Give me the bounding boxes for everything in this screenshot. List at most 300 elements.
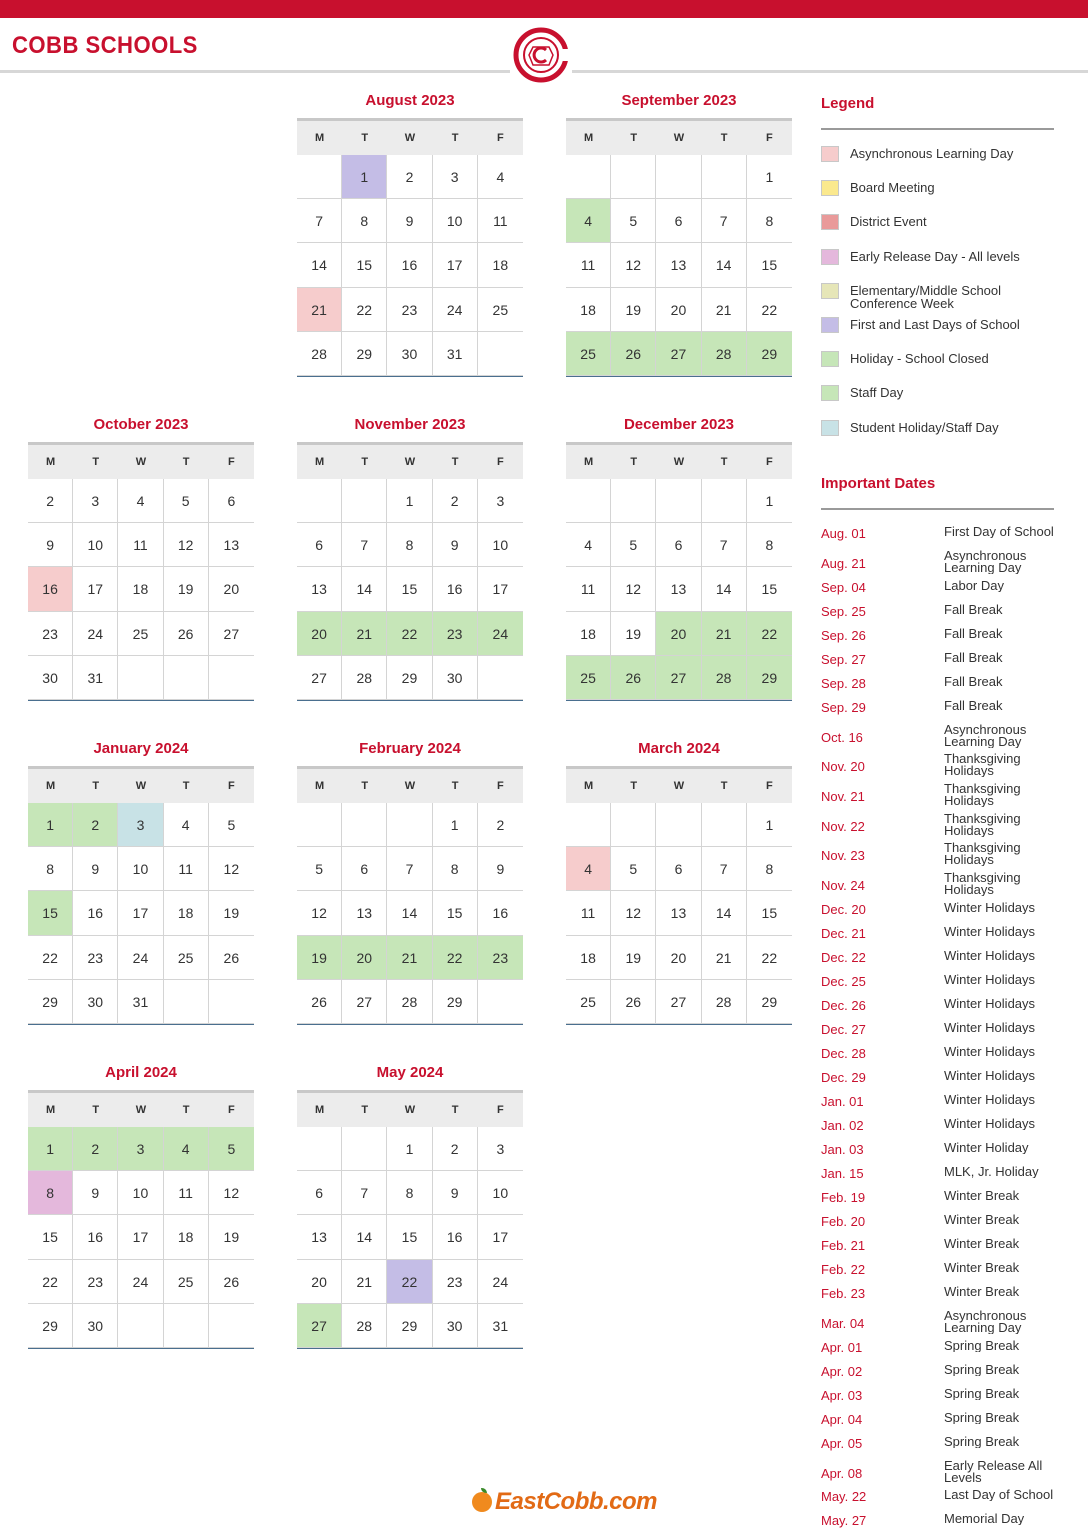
weekday-label: T — [720, 456, 728, 468]
month-calendar — [566, 740, 792, 1025]
day-cell: 21 — [342, 612, 387, 656]
important-date-event: Winter Break — [944, 1187, 1020, 1202]
day-cell: 30 — [73, 980, 118, 1024]
day-cell: 24 — [73, 612, 118, 656]
legend-panel — [821, 94, 1061, 448]
important-date-row — [821, 544, 1061, 574]
day-cell: 1 — [747, 479, 792, 523]
empty-day-cell — [118, 656, 163, 700]
day-cell: 25 — [164, 1260, 209, 1304]
important-date: Jan. 15 — [821, 1165, 864, 1181]
day-grid — [297, 803, 523, 1024]
weekday-label: W — [404, 1104, 416, 1116]
day-cell: 16 — [28, 567, 73, 611]
day-cell: 11 — [164, 1171, 209, 1215]
day-cell: 7 — [342, 523, 387, 567]
day-cell: 20 — [297, 1260, 342, 1304]
important-date-row — [821, 1304, 1061, 1334]
important-date: Jan. 01 — [821, 1093, 864, 1109]
weekday-label: M — [46, 780, 56, 792]
legend-item — [821, 345, 1061, 379]
day-cell: 21 — [702, 612, 747, 656]
day-cell: 18 — [566, 288, 611, 332]
month-title: April 2024 — [105, 1064, 177, 1081]
day-cell: 10 — [118, 1171, 163, 1215]
important-date-row — [821, 992, 1061, 1016]
weekday-label: F — [765, 780, 773, 792]
day-cell: 22 — [387, 612, 432, 656]
day-cell: 6 — [297, 1171, 342, 1215]
day-cell: 24 — [433, 288, 478, 332]
important-date-row — [821, 622, 1061, 646]
day-cell: 2 — [478, 803, 523, 847]
day-cell: 13 — [656, 567, 701, 611]
legend-item — [821, 243, 1061, 277]
legend-label: Asynchronous Learning Day — [850, 146, 1014, 161]
top-red-bar — [0, 0, 1088, 18]
day-cell: 14 — [342, 567, 387, 611]
important-date-row — [821, 574, 1061, 598]
day-cell: 16 — [73, 1215, 118, 1259]
important-date-event: Winter Holidays — [944, 923, 1036, 938]
important-date-row — [821, 807, 1061, 837]
important-date: Nov. 22 — [821, 818, 865, 834]
weekday-label: W — [404, 132, 416, 144]
day-cell: 3 — [118, 1127, 163, 1171]
important-date: Feb. 19 — [821, 1189, 866, 1205]
important-date-event: Winter Holidays — [944, 995, 1036, 1010]
month-calendar — [28, 740, 254, 1025]
legend-item — [821, 414, 1061, 448]
weekday-label: T — [182, 780, 190, 792]
empty-day-cell — [387, 803, 432, 847]
day-cell: 16 — [73, 891, 118, 935]
month-calendar — [28, 1064, 254, 1349]
day-cell: 1 — [342, 155, 387, 199]
important-date-event: Asynchronous Learning Day — [944, 721, 1027, 748]
important-date: Dec. 22 — [821, 949, 866, 965]
day-cell: 8 — [387, 523, 432, 567]
day-cell: 19 — [209, 1215, 254, 1259]
weekday-label: M — [315, 780, 325, 792]
important-date-row — [821, 1160, 1061, 1184]
important-date: Apr. 03 — [821, 1387, 863, 1403]
day-cell: 30 — [73, 1304, 118, 1348]
weekday-label: T — [630, 780, 638, 792]
empty-day-cell — [656, 479, 701, 523]
day-cell: 24 — [478, 1260, 523, 1304]
day-cell: 13 — [297, 1215, 342, 1259]
legend-swatch — [821, 317, 839, 333]
weekday-label: W — [404, 456, 416, 468]
day-cell: 5 — [297, 847, 342, 891]
important-date-row — [821, 1136, 1061, 1160]
day-cell: 9 — [433, 1171, 478, 1215]
day-cell: 24 — [478, 612, 523, 656]
important-date-row — [821, 1112, 1061, 1136]
weekday-label: M — [584, 456, 594, 468]
empty-day-cell — [342, 1127, 387, 1171]
day-cell: 19 — [297, 936, 342, 980]
day-cell: 29 — [28, 1304, 73, 1348]
day-cell: 22 — [747, 936, 792, 980]
day-cell: 21 — [387, 936, 432, 980]
day-cell: 8 — [28, 1171, 73, 1215]
day-cell: 20 — [342, 936, 387, 980]
important-date-row — [821, 694, 1061, 718]
important-date-row — [821, 747, 1061, 777]
legend-swatch — [821, 385, 839, 401]
month-calendar — [28, 416, 254, 701]
legend-label: Board Meeting — [850, 180, 935, 196]
weekday-label: W — [673, 132, 685, 144]
weekday-header-row — [28, 769, 254, 803]
day-cell: 30 — [433, 656, 478, 700]
day-cell: 12 — [611, 891, 656, 935]
day-cell: 24 — [118, 936, 163, 980]
day-cell: 23 — [387, 288, 432, 332]
important-date: Feb. 23 — [821, 1285, 866, 1301]
day-cell: 18 — [566, 936, 611, 980]
important-dates-rule — [821, 508, 1054, 510]
important-date: Apr. 01 — [821, 1339, 863, 1355]
month-grid — [297, 442, 523, 701]
header-rule-left — [0, 70, 510, 73]
empty-day-cell — [342, 803, 387, 847]
day-cell: 4 — [566, 847, 611, 891]
empty-day-cell — [164, 656, 209, 700]
important-date: Nov. 21 — [821, 789, 865, 805]
day-grid — [566, 155, 792, 376]
month-title: December 2023 — [623, 416, 735, 433]
day-cell: 4 — [478, 155, 523, 199]
day-cell: 27 — [656, 980, 701, 1024]
important-date-event: Thanksgiving Holidays — [944, 810, 1021, 837]
important-date: Nov. 20 — [821, 759, 865, 775]
day-cell: 26 — [611, 980, 656, 1024]
day-cell: 3 — [433, 155, 478, 199]
month-grid — [566, 442, 792, 701]
day-cell: 1 — [387, 479, 432, 523]
weekday-header-row — [566, 769, 792, 803]
month-grid — [297, 118, 523, 377]
day-cell: 19 — [611, 288, 656, 332]
month-grid — [28, 1090, 254, 1349]
empty-day-cell — [209, 1304, 254, 1348]
day-cell: 27 — [656, 656, 701, 700]
important-date-row — [821, 1232, 1061, 1256]
day-cell: 10 — [73, 523, 118, 567]
weekday-label: M — [584, 780, 594, 792]
empty-day-cell — [702, 155, 747, 199]
important-date-row — [821, 866, 1061, 896]
day-cell: 5 — [611, 199, 656, 243]
day-cell: 29 — [747, 332, 792, 376]
day-cell: 21 — [297, 288, 342, 332]
day-cell: 23 — [478, 936, 523, 980]
day-grid — [566, 479, 792, 700]
day-cell: 2 — [73, 1127, 118, 1171]
day-cell: 31 — [478, 1304, 523, 1348]
day-cell: 20 — [656, 936, 701, 980]
important-date-row — [821, 1256, 1061, 1280]
important-date: Sep. 29 — [821, 699, 866, 715]
important-date-row — [821, 1334, 1061, 1358]
day-cell: 23 — [73, 1260, 118, 1304]
important-date-row — [821, 1430, 1061, 1454]
day-cell: 5 — [611, 847, 656, 891]
day-cell: 4 — [566, 523, 611, 567]
day-cell: 12 — [297, 891, 342, 935]
day-cell: 11 — [118, 523, 163, 567]
day-cell: 18 — [566, 612, 611, 656]
important-date: Sep. 27 — [821, 651, 866, 667]
day-grid — [297, 479, 523, 700]
month-title: January 2024 — [93, 740, 189, 757]
month-grid — [297, 1090, 523, 1349]
day-cell: 26 — [297, 980, 342, 1024]
day-cell: 17 — [478, 1215, 523, 1259]
day-cell: 29 — [342, 332, 387, 376]
day-cell: 14 — [702, 891, 747, 935]
important-date-event: Winter Break — [944, 1259, 1020, 1274]
day-cell: 26 — [164, 612, 209, 656]
day-cell: 11 — [478, 199, 523, 243]
day-cell: 9 — [28, 523, 73, 567]
important-date-event: Thanksgiving Holidays — [944, 781, 1021, 808]
day-cell: 10 — [478, 523, 523, 567]
legend-rule — [821, 128, 1054, 130]
empty-day-cell — [566, 155, 611, 199]
important-date: Sep. 28 — [821, 675, 866, 691]
day-cell: 13 — [297, 567, 342, 611]
day-cell: 5 — [164, 479, 209, 523]
day-cell: 29 — [28, 980, 73, 1024]
day-cell: 5 — [209, 1127, 254, 1171]
day-cell: 4 — [566, 199, 611, 243]
important-date: Sep. 25 — [821, 603, 866, 619]
weekday-header-row — [28, 445, 254, 479]
legend-label: Student Holiday/Staff Day — [850, 419, 999, 435]
day-cell: 29 — [387, 1304, 432, 1348]
day-cell: 7 — [702, 847, 747, 891]
empty-day-cell — [164, 1304, 209, 1348]
weekday-label: T — [182, 1104, 190, 1116]
important-date-event: Winter Holidays — [944, 1043, 1036, 1058]
month-grid — [297, 766, 523, 1025]
important-date-event: Winter Holidays — [944, 1019, 1036, 1034]
important-date-event: Fall Break — [944, 697, 1003, 712]
important-date-row — [821, 1040, 1061, 1064]
important-date: Apr. 08 — [821, 1465, 863, 1481]
month-title: October 2023 — [93, 416, 189, 433]
day-cell: 27 — [342, 980, 387, 1024]
important-date-event: First Day of School — [944, 524, 1054, 538]
important-date-row — [821, 1454, 1061, 1484]
legend-swatch — [821, 214, 839, 230]
important-date-event: Winter Holidays — [944, 1091, 1036, 1106]
day-cell: 14 — [702, 243, 747, 287]
day-cell: 1 — [747, 155, 792, 199]
day-cell: 25 — [164, 936, 209, 980]
weekday-label: T — [451, 132, 459, 144]
day-cell: 15 — [387, 1215, 432, 1259]
day-cell: 7 — [342, 1171, 387, 1215]
day-cell: 8 — [28, 847, 73, 891]
important-date-event: Winter Holidays — [944, 947, 1036, 962]
day-cell: 2 — [73, 803, 118, 847]
weekday-label: M — [46, 456, 56, 468]
day-cell: 28 — [342, 1304, 387, 1348]
month-title: September 2023 — [621, 92, 737, 109]
day-cell: 26 — [209, 1260, 254, 1304]
important-date: Jan. 03 — [821, 1141, 864, 1157]
important-date-event: Winter Holidays — [944, 899, 1036, 914]
empty-day-cell — [297, 803, 342, 847]
legend-swatch — [821, 283, 839, 299]
important-date: Nov. 24 — [821, 878, 865, 894]
day-cell: 31 — [73, 656, 118, 700]
legend-item — [821, 311, 1061, 345]
day-cell: 8 — [747, 847, 792, 891]
day-cell: 8 — [342, 199, 387, 243]
legend-swatch — [821, 351, 839, 367]
brand-title: COBB SCHOOLS — [12, 32, 198, 59]
day-cell: 12 — [209, 1171, 254, 1215]
day-cell: 3 — [478, 479, 523, 523]
important-date: Dec. 21 — [821, 925, 866, 941]
day-cell: 9 — [73, 1171, 118, 1215]
important-date-row — [821, 646, 1061, 670]
day-cell: 17 — [478, 567, 523, 611]
weekday-label: W — [135, 780, 147, 792]
day-cell: 1 — [28, 1127, 73, 1171]
weekday-label: T — [361, 132, 369, 144]
month-title: August 2023 — [365, 92, 455, 109]
eastcobb-logo — [472, 1488, 657, 1516]
day-cell: 7 — [297, 199, 342, 243]
day-cell: 29 — [387, 656, 432, 700]
day-cell: 1 — [433, 803, 478, 847]
weekday-label: T — [361, 780, 369, 792]
important-date-event: Fall Break — [944, 601, 1003, 616]
weekday-header-row — [566, 121, 792, 155]
day-cell: 14 — [387, 891, 432, 935]
day-cell: 11 — [566, 891, 611, 935]
day-cell: 13 — [342, 891, 387, 935]
important-date: Aug. 21 — [821, 556, 866, 571]
empty-day-cell — [656, 803, 701, 847]
month-title: November 2023 — [354, 416, 466, 433]
day-cell: 12 — [164, 523, 209, 567]
day-cell: 7 — [702, 523, 747, 567]
day-cell: 10 — [478, 1171, 523, 1215]
weekday-label: T — [361, 456, 369, 468]
important-date: Apr. 05 — [821, 1435, 863, 1451]
day-cell: 17 — [118, 891, 163, 935]
important-date-row — [821, 1016, 1061, 1040]
day-cell: 2 — [433, 1127, 478, 1171]
day-cell: 2 — [433, 479, 478, 523]
day-cell: 15 — [747, 891, 792, 935]
important-date-row — [821, 1507, 1061, 1531]
important-date-event: Winter Break — [944, 1283, 1020, 1298]
weekday-label: M — [315, 456, 325, 468]
day-cell: 26 — [611, 656, 656, 700]
day-cell: 27 — [656, 332, 701, 376]
important-date: Jan. 02 — [821, 1117, 864, 1133]
weekday-label: T — [720, 132, 728, 144]
important-date: Dec. 25 — [821, 973, 866, 989]
month-calendar — [297, 740, 523, 1025]
day-cell: 21 — [342, 1260, 387, 1304]
day-cell: 6 — [342, 847, 387, 891]
month-calendar — [566, 92, 792, 377]
day-cell: 19 — [611, 936, 656, 980]
important-date: May. 27 — [821, 1513, 867, 1529]
day-cell: 25 — [566, 656, 611, 700]
day-cell: 31 — [118, 980, 163, 1024]
empty-day-cell — [611, 155, 656, 199]
day-cell: 6 — [656, 523, 701, 567]
day-cell: 8 — [433, 847, 478, 891]
day-cell: 17 — [73, 567, 118, 611]
important-date-event: Asynchronous Learning Day — [944, 548, 1027, 574]
day-cell: 30 — [433, 1304, 478, 1348]
important-date-event: Spring Break — [944, 1409, 1020, 1424]
empty-day-cell — [702, 479, 747, 523]
day-cell: 27 — [209, 612, 254, 656]
day-cell: 30 — [28, 656, 73, 700]
important-date-event: Thanksgiving Holidays — [944, 840, 1021, 867]
important-date-row — [821, 920, 1061, 944]
day-cell: 16 — [387, 243, 432, 287]
weekday-label: T — [451, 456, 459, 468]
day-cell: 15 — [342, 243, 387, 287]
day-cell: 19 — [209, 891, 254, 935]
day-cell: 7 — [702, 199, 747, 243]
weekday-label: T — [361, 1104, 369, 1116]
legend-label: Holiday - School Closed — [850, 351, 989, 367]
weekday-label: F — [496, 456, 504, 468]
weekday-label: T — [630, 132, 638, 144]
empty-day-cell — [342, 479, 387, 523]
weekday-label: M — [46, 1104, 56, 1116]
legend-item — [821, 379, 1061, 413]
day-cell: 20 — [656, 612, 701, 656]
legend-label: Early Release Day - All levels — [850, 248, 1020, 264]
important-date: Dec. 27 — [821, 1021, 866, 1037]
important-date-event: Fall Break — [944, 673, 1003, 688]
day-cell: 7 — [387, 847, 432, 891]
weekday-label: F — [227, 1104, 235, 1116]
month-grid — [566, 118, 792, 377]
day-cell: 21 — [702, 288, 747, 332]
important-date-event: Winter Holidays — [944, 971, 1036, 986]
day-cell: 11 — [566, 243, 611, 287]
day-cell: 28 — [387, 980, 432, 1024]
important-date: May. 22 — [821, 1489, 867, 1505]
day-cell: 18 — [164, 1215, 209, 1259]
day-cell: 28 — [297, 332, 342, 376]
weekday-label: T — [92, 780, 100, 792]
day-cell: 16 — [433, 1215, 478, 1259]
month-title: May 2024 — [376, 1064, 444, 1081]
important-date: Mar. 04 — [821, 1315, 865, 1331]
weekday-label: T — [720, 780, 728, 792]
day-cell: 21 — [702, 936, 747, 980]
day-cell: 12 — [611, 567, 656, 611]
